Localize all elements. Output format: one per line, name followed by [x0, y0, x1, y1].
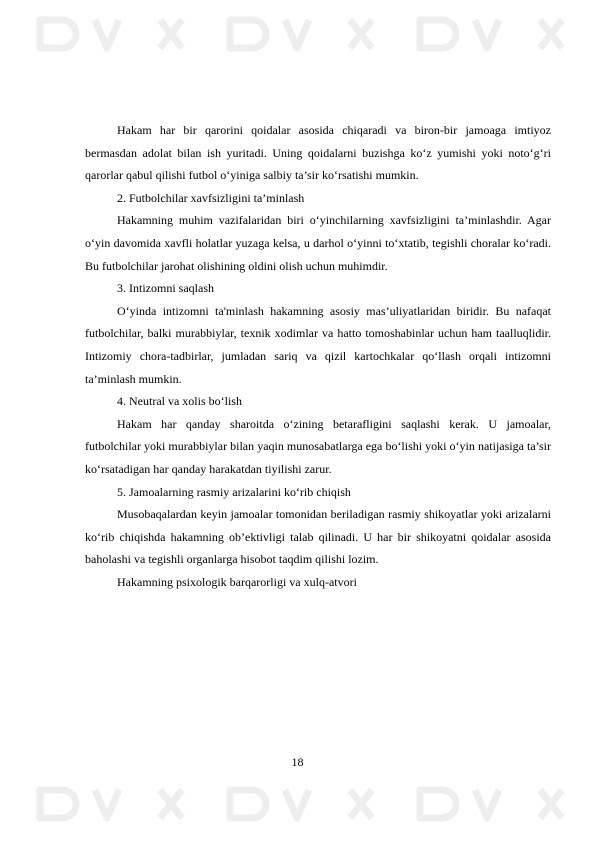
paragraph-neutrality: Hakam har qanday sharoitda o‘zining betarafligini saqlashi kerak. U jamoalar, futbolchilar yoki murabbiylar bilan yaqin munosabatlarga ega bo‘lishi yoki o‘yin natijasiga ta’sir ko‘rsatadigan har qanday harakatdan tiyilishi zarur. — [85, 416, 551, 476]
page-number: 18 — [291, 755, 304, 769]
heading-official-complaints: 5. Jamoalarning rasmiy arizalarini ko‘rib chiqish — [117, 484, 351, 499]
paragraph-official-complaints: Musobaqalardan keyin jamoalar tomonidan beriladigan rasmiy shikoyatlar yoki arizalarni ko‘rib chiqishda hakamning ob’ektivligi talab qilinadi. U har bir shikoyatni qoidalar asosida baholashi va tegishli organlarga hisobot taqdim qilishi lozim. — [85, 507, 551, 567]
paragraph-discipline: O‘yinda intizomni ta'minlash hakamning asosiy mas’uliyatlaridan biridir. Bu nafaqat futbolchilar, balki murabbiylar, texnik xodimlar va hatto tomoshabinlar uchun ham taalluqlidir. Intizomiy chora-tadbirlar, jumladan sariq va qizil kartochkalar qo‘llash orqali intizomni ta’minlash mumkin. — [85, 303, 551, 386]
paragraph-referee-fairness: Hakam har bir qarorini qoidalar asosida chiqaradi va biron-bir jamoaga imtiyoz bermasdan adolat bilan ish yuritadi. Uning qoidalarni buzishga ko‘z yumishi yoki noto‘g‘ri qarorlar qabul qilishi futbol o‘yiniga salbiy ta’sir ko‘rsatishi mumkin. — [85, 123, 551, 183]
watermark-row-top — [40, 20, 562, 48]
heading-player-safety: 2. Futbolchilar xavfsizligini ta’minlash — [117, 190, 305, 205]
document-body — [85, 119, 551, 593]
watermark-row-bottom — [40, 790, 562, 818]
heading-neutrality: 4. Neutral va xolis bo‘lish — [117, 394, 242, 409]
heading-referee-psychology: Hakamning psixologik barqarorligi va xulq-atvori — [117, 574, 357, 589]
heading-discipline: 3. Intizomni saqlash — [117, 281, 214, 296]
paragraph-player-safety: Hakamning muhim vazifalaridan biri o‘yinchilarning xavfsizligini ta’minlashdir. Agar o‘yin davomida xavfli holatlar yuzaga kelsa, u darhol o‘yinni to‘xtatib, tegishli choralar ko‘radi. Bu futbolchilar jarohat olishining oldini olish uchun muhimdir. — [85, 213, 551, 273]
